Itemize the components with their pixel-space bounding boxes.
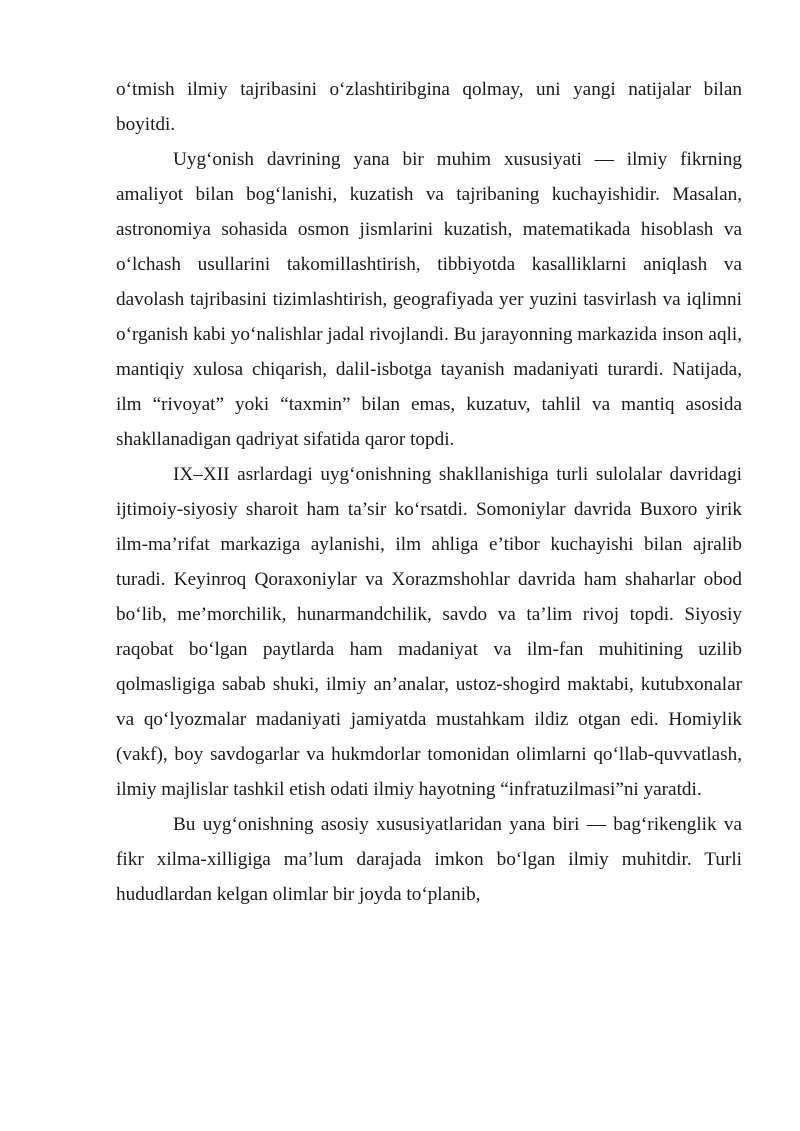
paragraph-2: Uyg‘onish davrining yana bir muhim xususiyati — ilmiy fikrning amaliyot bilan bog‘lanishi, kuzatish va tajribaning kuchayishidir. Masalan, astronomiya sohasida osmon jismlarini kuzatish, matematikada hisoblash va o‘lchash usullarini takomillashtirish, tibbiyotda kasalliklarni aniqlash va davolash tajribasini tizimlashtirish, geografiyada yer yuzini tasvirlash va iqlimni o‘rganish kabi yo‘nalishlar jadal rivojlandi. Bu jarayonning markazida inson aqli, mantiqiy xulosa chiqarish, dalil-isbotga tayanish madaniyati turardi. Natijada, ilm “rivoyat” yoki “taxmin” bilan emas, kuzatuv, tahlil va mantiq asosida shakllanadigan qadriyat sifatida qaror topdi. [116, 149, 742, 450]
document-page [116, 72, 742, 912]
paragraph-4: Bu uyg‘onishning asosiy xususiyatlaridan yana biri — bag‘rikenglik va fikr xilma-xilligiga ma’lum darajada imkon bo‘lgan ilmiy muhitdir. Turli hududlardan kelgan olimlar bir joyda to‘planib, [116, 814, 742, 905]
paragraph-1: o‘tmish ilmiy tajribasini o‘zlashtiribgina qolmay, uni yangi natijalar bilan boyitdi. [116, 79, 742, 135]
paragraph-3: IX–XII asrlardagi uyg‘onishning shakllanishiga turli sulolalar davridagi ijtimoiy-siyosiy sharoit ham ta’sir ko‘rsatdi. Somoniylar davrida Buxoro yirik ilm-ma’rifat markaziga aylanishi, ilm ahliga e’tibor kuchayishi bilan ajralib turadi. Keyinroq Qoraxoniylar va Xorazmshohlar davrida ham shaharlar obod bo‘lib, me’morchilik, hunarmandchilik, savdo va ta’lim rivoj topdi. Siyosiy raqobat bo‘lgan paytlarda ham madaniyat va ilm-fan muhitining uzilib qolmasligiga sabab shuki, ilmiy an’analar, ustoz-shogird maktabi, kutubxonalar va qo‘lyozmalar madaniyati jamiyatda mustahkam ildiz otgan edi. Homiylik (vakf), boy savdogarlar va hukmdorlar tomonidan olimlarni qo‘llab-quvvatlash, ilmiy majlislar tashkil etish odati ilmiy hayotning “infratuzilmasi”ni yaratdi. [116, 464, 742, 800]
